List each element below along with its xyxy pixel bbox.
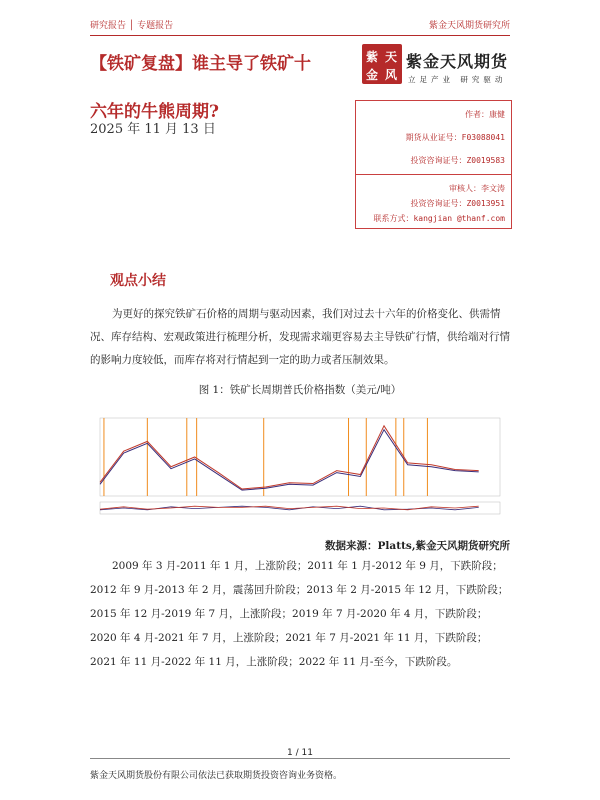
- title-line-2: 六年的牛熊周期?: [90, 102, 219, 122]
- logo-seal-icon: [362, 44, 402, 84]
- iron-ore-price-chart: [90, 404, 510, 520]
- svg-text:风: 风: [384, 68, 398, 82]
- svg-text:紫: 紫: [365, 50, 379, 64]
- title-line-1: 【铁矿复盘】谁主导了铁矿十: [90, 54, 311, 74]
- footer-divider: [90, 758, 510, 759]
- phases-paragraph: 2009 年 3 月-2011 年 1 月，上涨阶段；2011 年 1 月-2012 年 9 月，下跌阶段；2012 年 9 月-2013 年 2 月，震荡回升阶段；2013 年 2 月-2015 年 12 月，下跌阶段；2015 年 12 月-2019 年 7 月，上涨阶段；2019 年 7 月-2020 年 4 月，下跌阶段；2020 年 4 月-2021 年 7 月，上涨阶段；2021 年 7 月-2021 年 11 月，下跌阶段；2021 年 11 月-2022 年 11 月，上涨阶段；2022 年 11 月-至今，下跌阶段。: [90, 560, 509, 668]
- svg-text:金: 金: [365, 68, 379, 82]
- author-info-box: [355, 100, 512, 229]
- author-box-divider: [356, 174, 511, 175]
- report-date: 2025 年 11 月 13 日: [90, 122, 216, 137]
- logo-company-name: 紫金天风期货: [406, 52, 509, 71]
- reviewer-name: 审核人：李文涛: [449, 184, 505, 193]
- data-source: 数据来源：Platts,紫金天风期货研究所: [325, 540, 510, 552]
- reviewer-invest-id: 投资咨询证号：Z0013951: [410, 199, 505, 208]
- header-right-text: 紫金天风期货研究所: [428, 21, 510, 31]
- author-invest-id: 投资咨询证号：Z0019583: [410, 156, 505, 165]
- figure-caption: 图 1：铁矿长周期普氏价格指数（美元/吨）: [198, 384, 402, 396]
- author-futures-id: 期货从业证号：F03088041: [405, 133, 505, 142]
- company-logo: [362, 44, 522, 94]
- page-number: 1 / 11: [287, 748, 313, 758]
- footer-disclaimer: 紫金天风期货股份有限公司依法已获取期货投资咨询业务资格。: [90, 771, 343, 781]
- header-left-text: 研究报告 │ 专题报告: [90, 21, 174, 31]
- section-title: 观点小结: [110, 273, 166, 289]
- page-header: [90, 15, 510, 36]
- author-contact: 联系方式：kangjian @thanf.com: [373, 214, 505, 223]
- intro-paragraph: 为更好的探究铁矿石价格的周期与驱动因素，我们对过去十六年的价格变化、供需情况、库存结构、宏观政策进行梳理分析，发现需求端更容易去主导铁矿行情，供给端对行情的影响力度较低，而库存将对行情起到一定的助力或者压制效果。: [90, 308, 510, 366]
- logo-slogan: 立足产业 研究驱动: [408, 75, 507, 84]
- author-name: 作者：康健: [465, 110, 505, 119]
- svg-text:天: 天: [384, 50, 398, 64]
